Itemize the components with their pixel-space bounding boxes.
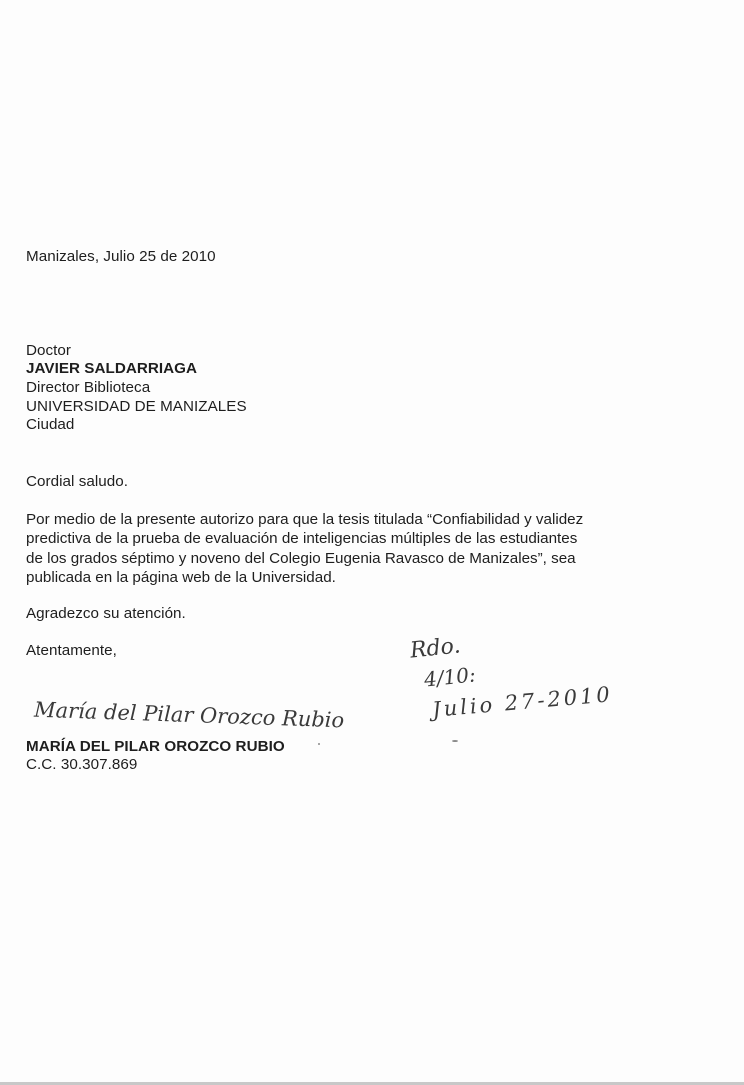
letter-body <box>26 510 726 587</box>
scan-speck <box>318 743 320 745</box>
received-note-line3: Julio 27-2010 <box>431 682 614 722</box>
recipient-position: Director Biblioteca <box>26 379 151 396</box>
recipient-institution: UNIVERSIDAD DE MANIZALES <box>26 398 247 415</box>
received-note-line2: 4/10: <box>422 662 477 692</box>
signer-id: C.C. 30.307.869 <box>26 756 138 773</box>
body-line: publicada en la página web de la Universidad. <box>26 568 336 586</box>
recipient-city: Ciudad <box>26 416 75 433</box>
closing-line: Atentamente, <box>26 642 117 659</box>
letter-date: Manizales, Julio 25 de 2010 <box>26 248 216 265</box>
handwritten-signature: María del Pilar Orozco Rubio <box>33 697 345 733</box>
recipient-name: JAVIER SALDARRIAGA <box>26 360 198 377</box>
received-note-line1: Rdo. <box>408 633 462 664</box>
body-line: Por medio de la presente autorizo para que la tesis titulada “Confiabilidad y validez <box>26 511 584 528</box>
signer-name: MARÍA DEL PILAR OROZCO RUBIO <box>26 738 285 755</box>
scan-speck <box>452 740 458 742</box>
greeting: Cordial saludo. <box>26 473 129 490</box>
recipient-title: Doctor <box>26 342 72 359</box>
body-line: predictiva de la prueba de evaluación de inteligencias múltiples de las estudiantes <box>26 530 578 548</box>
body-line: de los grados séptimo y noveno del Colegio Eugenia Ravasco de Manizales”, sea <box>26 549 576 567</box>
thanks-line: Agradezco su atención. <box>26 605 186 622</box>
